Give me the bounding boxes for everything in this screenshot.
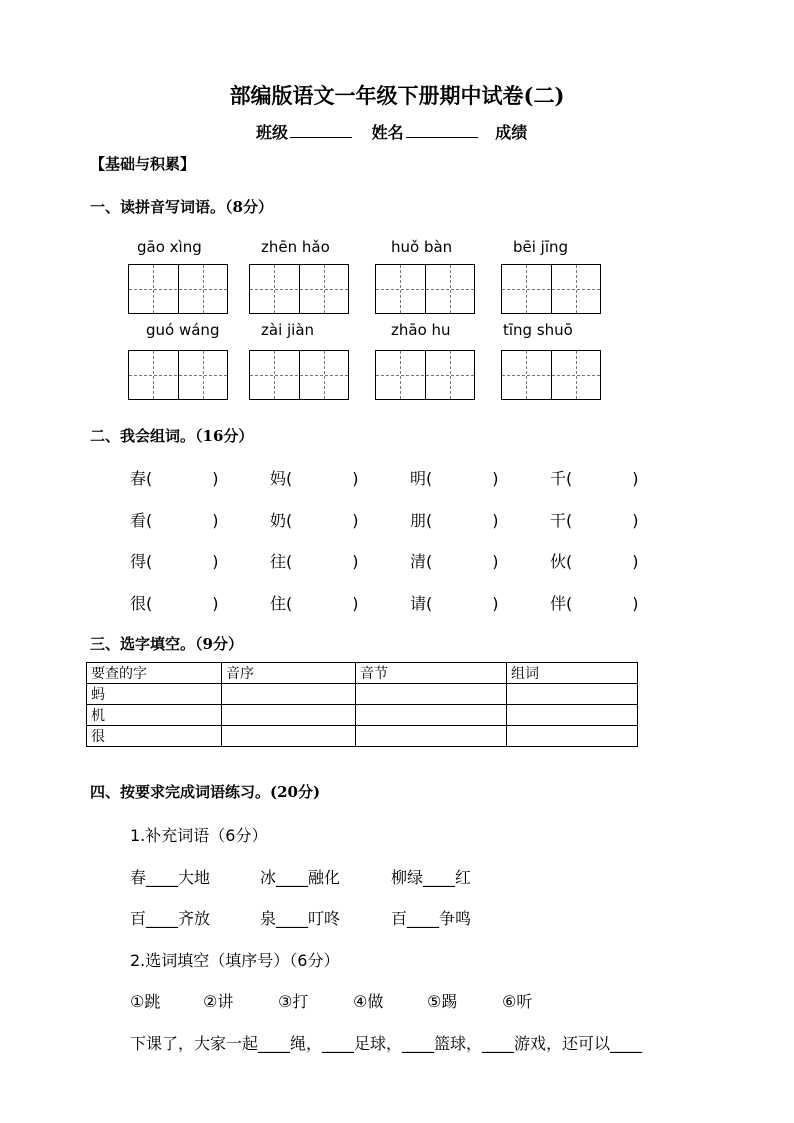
- option-item: ③打: [278, 992, 309, 1011]
- class-blank[interactable]: [290, 123, 352, 138]
- option-item: ②讲: [203, 992, 234, 1011]
- name-label: 姓名: [371, 123, 404, 142]
- word-item[interactable]: 干( ): [550, 511, 639, 530]
- table-header-row: [87, 663, 638, 684]
- option-item: ④做: [353, 992, 384, 1011]
- writing-grid-7[interactable]: [375, 350, 475, 400]
- word-item[interactable]: 妈( ): [270, 469, 359, 488]
- column-header: 音节: [356, 663, 507, 684]
- writing-grid-6[interactable]: [249, 350, 349, 400]
- name-blank[interactable]: [406, 123, 478, 138]
- column-header: 音序: [222, 663, 356, 684]
- pinyin-8: tīng shuō: [503, 321, 573, 339]
- writing-grid-2[interactable]: [249, 264, 349, 314]
- table-cell-blank[interactable]: [356, 684, 507, 705]
- q2-heading: 二、我会组词。（16分）: [90, 427, 254, 445]
- table-cell-blank[interactable]: [507, 726, 638, 747]
- fill-sentence[interactable]: 下课了，大家一起____绳，____足球，____篮球，____游戏，还可以____: [130, 1034, 643, 1053]
- pinyin-4: bēi jīng: [513, 238, 569, 256]
- table-cell-char: 蚂: [87, 684, 222, 705]
- score-label: 成绩: [495, 123, 528, 142]
- dictionary-lookup-table: [86, 662, 638, 747]
- option-item: ⑤踢: [427, 992, 458, 1011]
- q4-heading: 四、按要求完成词语练习。(20分): [90, 783, 321, 801]
- table-row: [87, 726, 638, 747]
- writing-grid-5[interactable]: [128, 350, 228, 400]
- word-item[interactable]: 伙( ): [550, 552, 639, 571]
- option-item: ①跳: [130, 992, 161, 1011]
- q4-sub1-label: 1.补充词语（6分）: [130, 826, 268, 845]
- table-cell-char: 机: [87, 705, 222, 726]
- table-cell-blank[interactable]: [356, 705, 507, 726]
- section-basic-heading: 【基础与积累】: [90, 155, 196, 173]
- q4-sub2-label: 2.选词填空（填序号）（6分）: [130, 951, 340, 970]
- q1-heading: 一、读拼音写词语。（8分）: [90, 198, 273, 216]
- table-row: [87, 684, 638, 705]
- word-item[interactable]: 明( ): [410, 469, 499, 488]
- table-cell-blank[interactable]: [507, 705, 638, 726]
- table-cell-blank[interactable]: [356, 726, 507, 747]
- word-item[interactable]: 千( ): [550, 469, 639, 488]
- fill-item[interactable]: 柳绿____红: [391, 868, 472, 887]
- table-cell-blank[interactable]: [222, 684, 356, 705]
- page-title: 部编版语文一年级下册期中试卷(二): [229, 83, 565, 108]
- pinyin-1: gāo xìng: [137, 238, 202, 256]
- class-label: 班级: [256, 123, 289, 142]
- word-item[interactable]: 往( ): [270, 552, 359, 571]
- table-cell-blank[interactable]: [222, 726, 356, 747]
- word-item[interactable]: 得( ): [130, 552, 219, 571]
- pinyin-6: zài jiàn: [261, 321, 315, 339]
- pinyin-3: huǒ bàn: [391, 238, 453, 256]
- word-item[interactable]: 很( ): [130, 594, 219, 613]
- option-item: ⑥听: [502, 992, 533, 1011]
- fill-item[interactable]: 百____争鸣: [391, 909, 472, 928]
- fill-item[interactable]: 冰____融化: [260, 868, 341, 887]
- fill-item[interactable]: 百____齐放: [130, 909, 211, 928]
- student-info-line: [256, 120, 527, 143]
- word-item[interactable]: 奶( ): [270, 511, 359, 530]
- word-item[interactable]: 清( ): [410, 552, 499, 571]
- word-item[interactable]: 请( ): [410, 594, 499, 613]
- writing-grid-8[interactable]: [501, 350, 601, 400]
- word-item[interactable]: 伴( ): [550, 594, 639, 613]
- writing-grid-3[interactable]: [375, 264, 475, 314]
- table-cell-blank[interactable]: [507, 684, 638, 705]
- word-item[interactable]: 看( ): [130, 511, 219, 530]
- column-header: 组词: [507, 663, 638, 684]
- pinyin-2: zhēn hǎo: [261, 238, 330, 256]
- table-row: [87, 705, 638, 726]
- writing-grid-1[interactable]: [128, 264, 228, 314]
- column-header: 要查的字: [87, 663, 222, 684]
- word-item[interactable]: 住( ): [270, 594, 359, 613]
- q3-heading: 三、选字填空。（9分）: [90, 635, 243, 653]
- table-cell-blank[interactable]: [222, 705, 356, 726]
- table-cell-char: 很: [87, 726, 222, 747]
- pinyin-5: guó wáng: [146, 321, 220, 339]
- fill-item[interactable]: 春____大地: [130, 868, 211, 887]
- fill-item[interactable]: 泉____叮咚: [260, 909, 341, 928]
- writing-grid-4[interactable]: [501, 264, 601, 314]
- pinyin-7: zhāo hu: [391, 321, 451, 339]
- word-item[interactable]: 朋( ): [410, 511, 499, 530]
- word-item[interactable]: 春( ): [130, 469, 219, 488]
